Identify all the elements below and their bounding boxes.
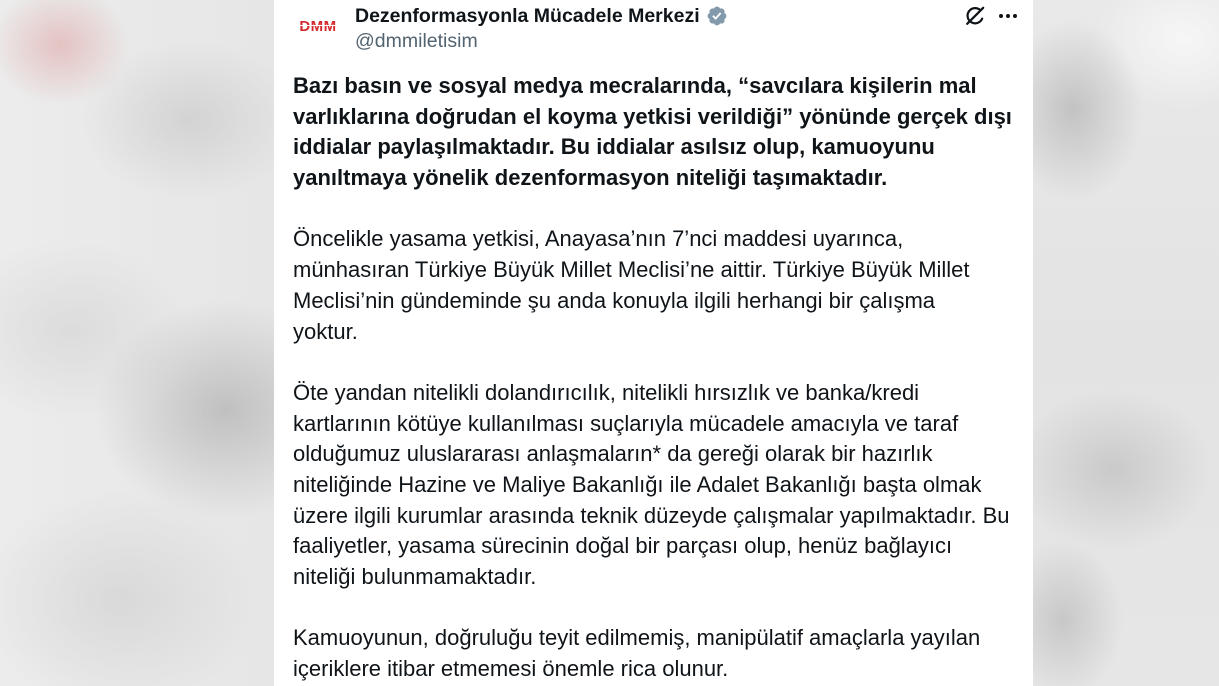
tweet-text-line: yoktur. [293,318,358,344]
tweet-text-line: niteliği bulunmamaktadır. [293,564,537,589]
tweet-paragraph-3 [293,378,1023,593]
tweet-text-line: varlıklarına doğrudan el koyma yetkisi verildiği” yönünde gerçek dışı [293,103,1012,129]
author-name[interactable]: Dezenformasyonla Mücadele Merkezi [355,5,700,27]
dmm-logo [293,17,343,35]
blurred-background-right [1033,0,1219,686]
tweet-text-line: olduğumuz uluslararası anlaşmaların* da gereği olarak bir hazırlık [293,441,933,467]
author-handle[interactable]: @dmmiletisim [355,30,478,52]
tweet-text-line: Öncelikle yasama yetkisi, Anayasa’nın 7’nci maddesi uyarınca, [293,226,904,252]
tweet-text-line: içeriklere itibar etmemesi önemle rica olunur. [293,656,729,682]
grok-icon[interactable] [963,4,987,28]
tweet-text-line: yanıltmaya yönelik dezenformasyon niteliği taşımaktadır. [293,165,888,191]
blurred-background-left [0,0,274,686]
author-name-row [355,4,728,28]
tweet-paragraph-1 [293,71,1023,194]
more-button[interactable] [996,4,1020,28]
tweet-text-line: münhasıran Türkiye Büyük Millet Meclisi’ne aittir. Türkiye Büyük Millet [293,257,970,283]
tweet-text-line: faaliyetler, yasama sürecinin doğal bir parçası olup, henüz bağlayıcı [293,533,953,559]
tweet-text-line: Öte yandan nitelikli dolandırıcılık, nitelikli hırsızlık ve banka/kredi [293,379,920,405]
tweet-card [274,0,1033,686]
tweet-text-line: üzere ilgili kurumlar arasında teknik düzeyde çalışmalar yapılmaktadır. Bu [293,502,1010,528]
tweet-paragraph-2 [293,224,1023,347]
tweet-text-line: kartlarının kötüye kullanılması suçlarıyla mücadele amacıyla ve taraf [293,410,959,436]
grok-button[interactable] [963,4,987,28]
tweet-text-line: Meclisi’nin gündeminde şu anda konuyla ilgili herhangi bir çalışma [293,287,936,313]
tweet-text [293,71,1023,685]
more-icon[interactable] [996,4,1020,28]
tweet-text-line: iddialar paylaşılmaktadır. Bu iddialar asılsız olup, kamuoyunu [293,134,935,160]
logo-text: DMM [299,18,337,35]
tweet-text-line: Kamuoyunun, doğruluğu teyit edilmemiş, manipülatif amaçlarla yayılan [293,625,981,651]
avatar[interactable] [292,0,344,52]
tweet-text-line: Bazı basın ve sosyal medya mecralarında, “savcılara kişilerin mal [293,73,977,98]
verified-badge-icon[interactable] [706,5,728,27]
tweet-paragraph-4 [293,623,1023,684]
tweet-text-line: niteliğinde Hazine ve Maliye Bakanlığı ile Adalet Bakanlığı başta olmak [293,471,982,497]
